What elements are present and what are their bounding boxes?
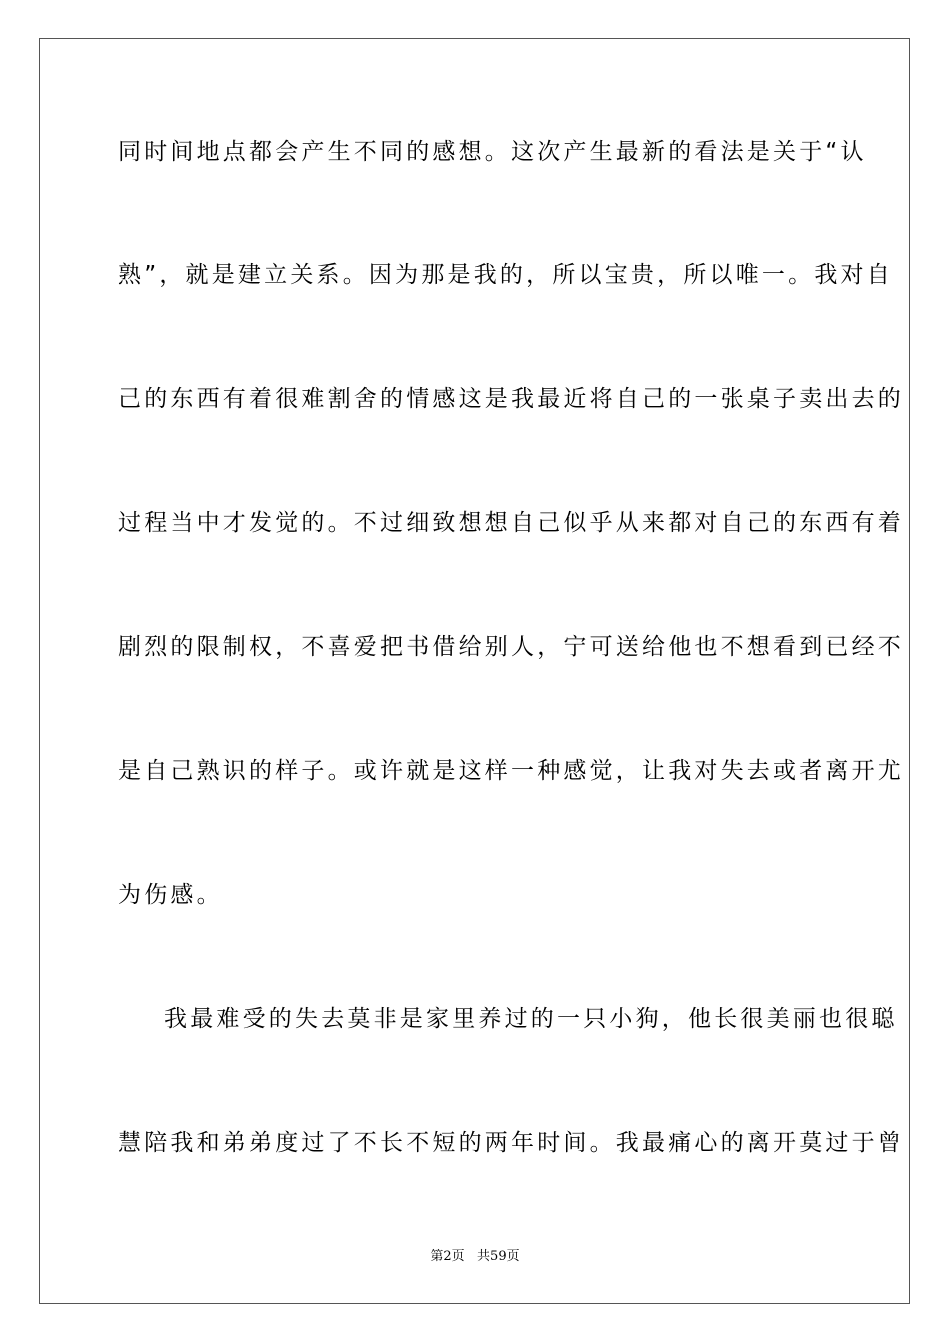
text-line-9: 慧陪我和弟弟度过了不长不短的两年时间。我最痛心的离开莫过于曾 — [118, 1130, 904, 1156]
text-line-1: 同时间地点都会产生不同的感想。这次产生最新的看法是关于“认 — [118, 139, 867, 165]
text-line-8: 我最难受的失去莫非是家里养过的一只小狗，他长很美丽也很聪 — [164, 1006, 898, 1032]
page-border — [39, 38, 910, 1304]
page-number-footer: 第2页 共59页 — [430, 1249, 520, 1264]
text-line-6: 是自己熟识的样子。或许就是这样一种感觉，让我对失去或者离开尤 — [118, 758, 904, 784]
text-line-5: 剧烈的限制权，不喜爱把书借给别人，宁可送给他也不想看到已经不 — [118, 634, 904, 660]
text-line-4: 过程当中才发觉的。不过细致想想自己似乎从来都对自己的东西有着 — [118, 510, 904, 536]
text-line-7: 为伤感。 — [118, 882, 223, 908]
text-line-3: 己的东西有着很难割舍的情感这是我最近将自己的一张桌子卖出去的 — [118, 386, 904, 412]
text-line-2: 熟”，就是建立关系。因为那是我的，所以宝贵，所以唯一。我对自 — [118, 262, 893, 288]
